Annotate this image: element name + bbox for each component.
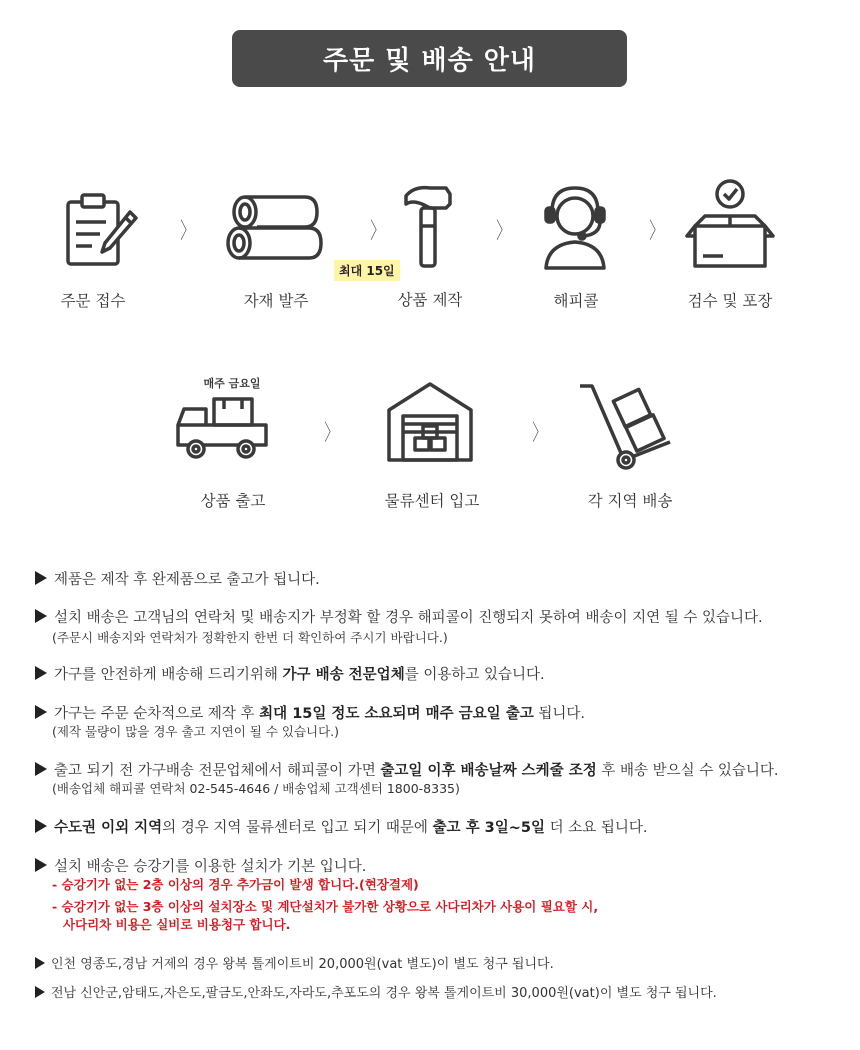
step-label-shipment: 상품 출고: [200, 492, 266, 510]
step-label-production: 상품 제작: [397, 291, 463, 309]
truck-icon: [172, 395, 272, 463]
chevron-right-icon: 〉: [180, 219, 194, 244]
notice-schedule: 출고 되기 전 가구배송 전문업체에서 해피콜이 가면 출고일 이후 배송날짜 스케줄 조정 후 배송 받으실 수 있습니다.: [35, 759, 778, 780]
notice-toll-incheon: 인천 영종도,경남 거제의 경우 왕복 톨게이트비 20,000원(vat 별도)이 별도 청구 됩니다.: [35, 953, 554, 972]
notice-complete-product: 제품은 제작 후 완제품으로 출고가 됩니다.: [35, 568, 320, 589]
order-form-icon: [60, 192, 140, 267]
step-label-happycall: 해피콜: [553, 292, 599, 310]
step-production: [398, 182, 458, 272]
hand-truck-icon: [578, 380, 678, 472]
triangle-bullet-icon: [35, 986, 45, 998]
chevron-right-icon: 〉: [532, 421, 546, 446]
step-regional-delivery: [578, 380, 678, 472]
step-label-order: 주문 접수: [60, 292, 126, 310]
headset-icon: [540, 182, 610, 270]
notice-production-sub: (제작 물량이 많을 경우 출고 지연이 될 수 있습니다.): [52, 724, 340, 739]
step-label-inspection: 검수 및 포장: [687, 292, 773, 310]
triangle-bullet-icon: [35, 762, 47, 776]
page-title: 주문 및 배송 안내: [232, 30, 627, 87]
logs-icon: [225, 190, 325, 265]
step-material-order: [225, 190, 325, 265]
step-label-warehouse: 물류센터 입고: [384, 492, 480, 510]
triangle-bullet-icon: [35, 609, 47, 623]
step-label-delivery: 각 지역 배송: [587, 492, 673, 510]
triangle-bullet-icon: [35, 957, 45, 969]
notice-contact-sub: (주문시 배송지와 연락처가 정확한지 한번 더 확인하여 주시기 바랍니다.): [52, 630, 448, 645]
step-inspection: [683, 178, 778, 270]
chevron-right-icon: 〉: [496, 219, 510, 244]
notice-contact-accuracy: 설치 배송은 고객님의 연락처 및 배송지가 부정확 할 경우 해피콜이 진행되지 못하여 배송이 지연 될 수 있습니다.: [35, 606, 763, 627]
chevron-right-icon: 〉: [324, 421, 338, 446]
step-happy-call: [540, 182, 610, 270]
triangle-bullet-icon: [35, 571, 47, 585]
warning-floor-2: - 승강기가 없는 2층 이상의 경우 추가금이 발생 합니다.(현장결제): [52, 877, 419, 892]
warehouse-icon: [385, 380, 475, 464]
triangle-bullet-icon: [35, 858, 47, 872]
notice-regional: 수도권 이외 지역의 경우 지역 물류센터로 입고 되기 때문에 출고 후 3일~5일 더 소요 됩니다.: [35, 816, 648, 837]
friday-caption: 매주 금요일: [203, 377, 261, 390]
step-warehouse: [385, 380, 475, 464]
warning-ladder-cost: 사다리차 비용은 실비로 비용청구 합니다.: [63, 917, 291, 932]
max-days-badge: 최대 15일: [334, 260, 400, 281]
notice-production-time: 가구는 주문 순차적으로 제작 후 최대 15일 정도 소요되며 매주 금요일 출고 됩니다.: [35, 702, 585, 723]
step-order-received: [60, 192, 140, 267]
checked-box-icon: [683, 178, 778, 270]
chevron-right-icon: 〉: [370, 219, 384, 244]
triangle-bullet-icon: [35, 705, 47, 719]
notice-schedule-sub: (배송업체 해피콜 연락처 02-545-4646 / 배송업체 고객센터 1800-8335): [52, 781, 460, 796]
hammer-icon: [398, 182, 458, 272]
notice-toll-jeonnam: 전남 신안군,암태도,자은도,팔금도,안좌도,자라도,추포도의 경우 왕복 톨게이트비 30,000원(vat)이 별도 청구 됩니다.: [35, 982, 717, 1001]
notice-elevator: 설치 배송은 승강기를 이용한 설치가 기본 입니다.: [35, 855, 366, 876]
notice-delivery-company: 가구를 안전하게 배송해 드리기위해 가구 배송 전문업체를 이용하고 있습니다.: [35, 663, 545, 684]
warning-floor-3: - 승강기가 없는 3층 이상의 설치장소 및 계단설치가 불가한 상황으로 사다리차가 사용이 필요할 시,: [52, 899, 599, 914]
triangle-bullet-icon: [35, 819, 47, 833]
step-label-material: 자재 발주: [243, 292, 309, 310]
chevron-right-icon: 〉: [649, 219, 663, 244]
triangle-bullet-icon: [35, 666, 47, 680]
step-shipment: [172, 395, 272, 463]
